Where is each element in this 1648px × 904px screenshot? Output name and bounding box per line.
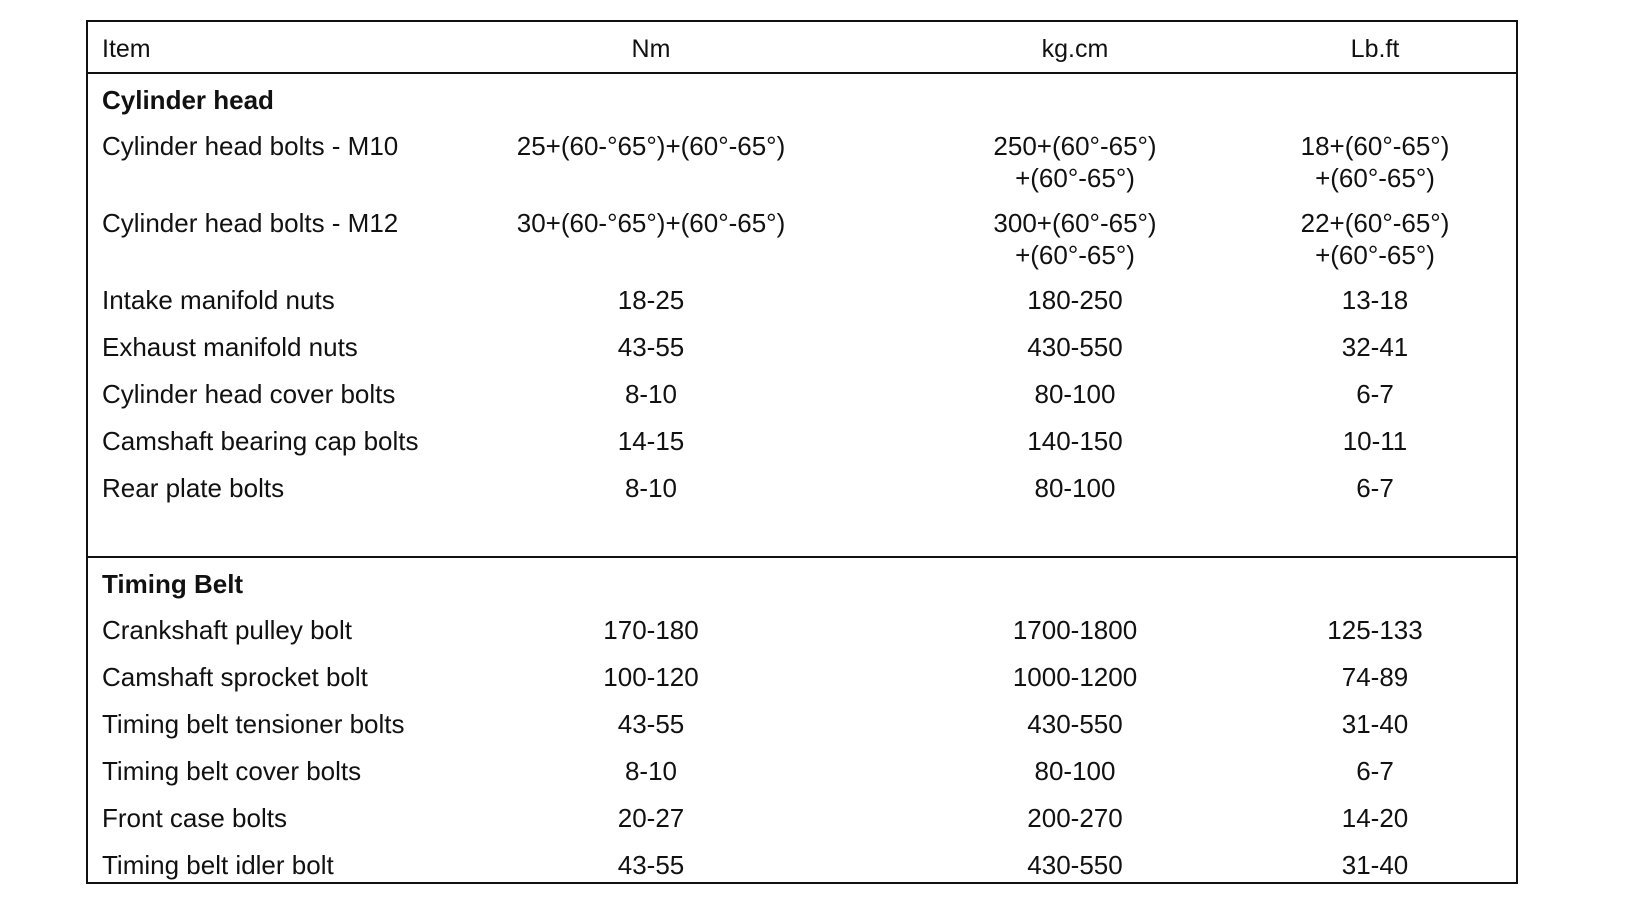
row-nm: 25+(60-°65°)+(60°-65°) [516, 131, 786, 161]
row-lb-ft: 14-20 [1341, 803, 1409, 833]
row-kg-cm: 200-270 [1027, 803, 1123, 833]
row-kg-cm: 1000-1200 [1012, 662, 1138, 692]
row-item: Cylinder head cover bolts [102, 379, 396, 409]
row-lb-ft: 6-7 [1356, 756, 1394, 786]
row-lb-ft: 10-11 [1342, 426, 1408, 456]
row-item: Camshaft sprocket bolt [102, 662, 368, 692]
table-row [88, 207, 1516, 270]
table-row [88, 849, 1516, 899]
table-row [88, 284, 1516, 334]
row-item: Cylinder head bolts - M10 [102, 131, 399, 161]
row-lb-ft: 13-18 [1341, 285, 1409, 315]
row-nm: 43-55 [617, 850, 685, 880]
row-lb-ft-line2: +(60°-65°) [1315, 240, 1435, 270]
section-timing-belt [88, 558, 1516, 884]
row-nm: 8-10 [624, 473, 678, 503]
row-item: Front case bolts [102, 803, 287, 833]
row-item: Timing belt cover bolts [102, 756, 362, 786]
table-row [88, 425, 1516, 475]
section-title: Cylinder head [102, 85, 274, 115]
row-nm: 8-10 [624, 756, 678, 786]
row-kg-cm: 430-550 [1027, 709, 1123, 739]
row-item: Timing belt idler bolt [102, 850, 334, 880]
header-nm: Nm [631, 35, 671, 63]
row-item: Crankshaft pulley bolt [102, 615, 353, 645]
row-item: Camshaft bearing cap bolts [102, 426, 419, 456]
table-header-row [88, 22, 1516, 74]
row-nm: 14-15 [617, 426, 685, 456]
row-kg-cm: 1700-1800 [1012, 615, 1138, 645]
row-nm: 100-120 [603, 662, 699, 692]
header-kg-cm: kg.cm [1041, 35, 1109, 63]
row-lb-ft [1175, 130, 1575, 194]
row-nm: 170-180 [603, 615, 699, 645]
row-item: Intake manifold nuts [102, 285, 335, 315]
row-lb-ft: 31-40 [1341, 850, 1409, 880]
table-row [88, 755, 1516, 805]
header-item: Item [102, 35, 151, 63]
table-row [88, 331, 1516, 381]
row-item: Rear plate bolts [102, 473, 285, 503]
row-kg-cm-line1: 300+(60°-65°) [993, 208, 1157, 238]
row-nm: 43-55 [617, 332, 685, 362]
row-nm: 8-10 [624, 379, 678, 409]
table-row [88, 708, 1516, 758]
row-item: Cylinder head bolts - M12 [102, 208, 399, 238]
table-row [88, 661, 1516, 711]
row-nm: 30+(60-°65°)+(60°-65°) [516, 208, 786, 238]
row-kg-cm: 80-100 [1034, 756, 1116, 786]
row-nm: 20-27 [617, 803, 685, 833]
torque-spec-table [86, 20, 1518, 884]
row-lb-ft-line2: +(60°-65°) [1315, 163, 1435, 193]
row-lb-ft: 31-40 [1341, 709, 1409, 739]
row-lb-ft: 125-133 [1327, 615, 1423, 645]
row-kg-cm: 80-100 [1034, 473, 1116, 503]
row-lb-ft: 6-7 [1356, 379, 1394, 409]
row-kg-cm: 430-550 [1027, 850, 1123, 880]
row-kg-cm-line2: +(60°-65°) [1015, 163, 1135, 193]
table-row [88, 378, 1516, 428]
section-cylinder-head [88, 74, 1516, 558]
table-row [88, 614, 1516, 664]
row-lb-ft-line1: 18+(60°-65°) [1300, 131, 1450, 161]
header-lb-ft: Lb.ft [1350, 35, 1400, 63]
row-lb-ft: 32-41 [1341, 332, 1409, 362]
row-kg-cm: 430-550 [1027, 332, 1123, 362]
row-item: Exhaust manifold nuts [102, 332, 358, 362]
row-nm: 18-25 [617, 285, 685, 315]
table-row [88, 130, 1516, 193]
row-lb-ft-line1: 22+(60°-65°) [1300, 208, 1450, 238]
table-row [88, 802, 1516, 852]
row-kg-cm-line1: 250+(60°-65°) [993, 131, 1157, 161]
row-kg-cm: 80-100 [1034, 379, 1116, 409]
row-lb-ft [1175, 207, 1575, 271]
row-kg-cm: 180-250 [1027, 285, 1123, 315]
section-title: Timing Belt [102, 569, 244, 599]
row-kg-cm-line2: +(60°-65°) [1015, 240, 1135, 270]
row-kg-cm: 140-150 [1027, 426, 1123, 456]
table-row [88, 472, 1516, 522]
row-item: Timing belt tensioner bolts [102, 709, 405, 739]
row-nm: 43-55 [617, 709, 685, 739]
row-lb-ft: 6-7 [1356, 473, 1394, 503]
row-lb-ft: 74-89 [1341, 662, 1409, 692]
